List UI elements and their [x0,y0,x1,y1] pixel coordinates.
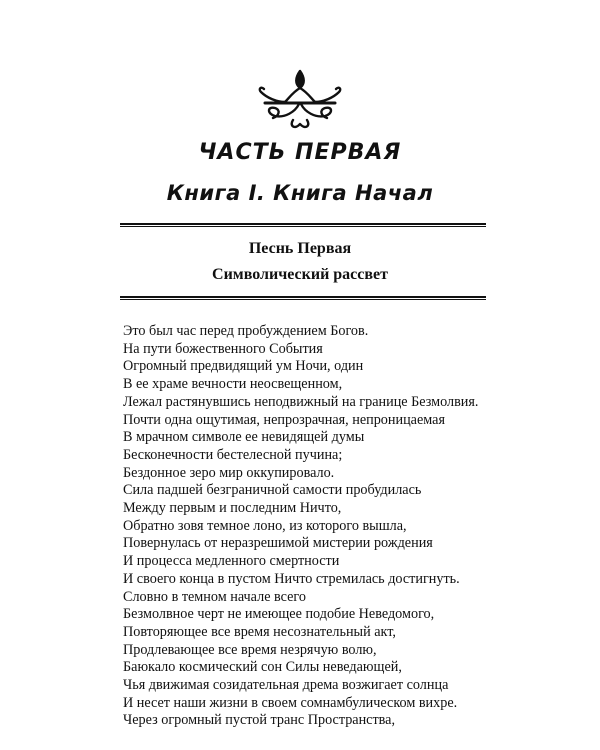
poem-line: Через огромный пустой транс Пространства, [123,712,396,729]
song-subtitle: Символический рассвет [212,266,388,283]
poem-line: Между первым и последним Ничто, [123,500,342,517]
poem-line: Обратно зовя темное лоно, из которого вышла, [123,517,407,534]
flourish-ornament-icon [255,68,345,132]
poem-line: И своего конца в пустом Ничто стремилась достигнуть. [123,570,460,587]
poem-line: И несет наши жизни в своем сомнамбулическом вихре. [123,694,458,711]
poem-line: Словно в темном начале всего [123,588,306,605]
poem-line: Почти одна ощутимая, непрозрачная, непроницаемая [123,411,445,428]
poem-line: В мрачном символе ее невидящей думы [123,429,365,446]
poem-line: Бездонное зеро мир оккупировало. [123,464,335,481]
rule-thick-line [120,223,486,225]
rule-thin-line [120,299,486,300]
poem-line: Чья движимая созидательная дрема возжигает солнца [123,677,449,694]
poem-line: Повернулась от неразрешимой мистерии рождения [123,535,433,552]
poem-line: Повторяющее все время несознательный акт, [123,623,396,640]
rule-thick-line [120,296,486,298]
poem-line: В ее храме вечности неосвещенном, [123,376,343,393]
poem-line: Безмолвное черт не имеющее подобие Неведомого, [123,606,435,623]
book-title: Книга I. Книга Начал [166,181,434,205]
poem-line: Это был час перед пробуждением Богов. [123,323,369,339]
double-rule-divider [120,296,486,300]
part-title: ЧАСТЬ ПЕРВАЯ [198,140,402,165]
poem-body [123,323,563,730]
song-title: Песнь Первая [248,240,352,257]
poem-line: Баюкало космический сон Силы неведающей, [123,659,402,676]
poem-line: На пути божественного События [123,340,323,357]
poem-line: И процесса медленного смертности [123,553,340,570]
poem-line: Огромный предвидящий ум Ночи, один [123,358,364,375]
poem-line: Сила падшей безграничной самости пробудилась [123,482,422,499]
poem-line: Бесконечности бестелесной пучина; [123,446,343,463]
double-rule-divider [120,223,486,227]
rule-thin-line [120,226,486,227]
poem-line: Продлевающее все время незрячую волю, [123,641,377,658]
poem-line: Лежал растянувшись неподвижный на границе Безмолвия. [123,393,479,410]
